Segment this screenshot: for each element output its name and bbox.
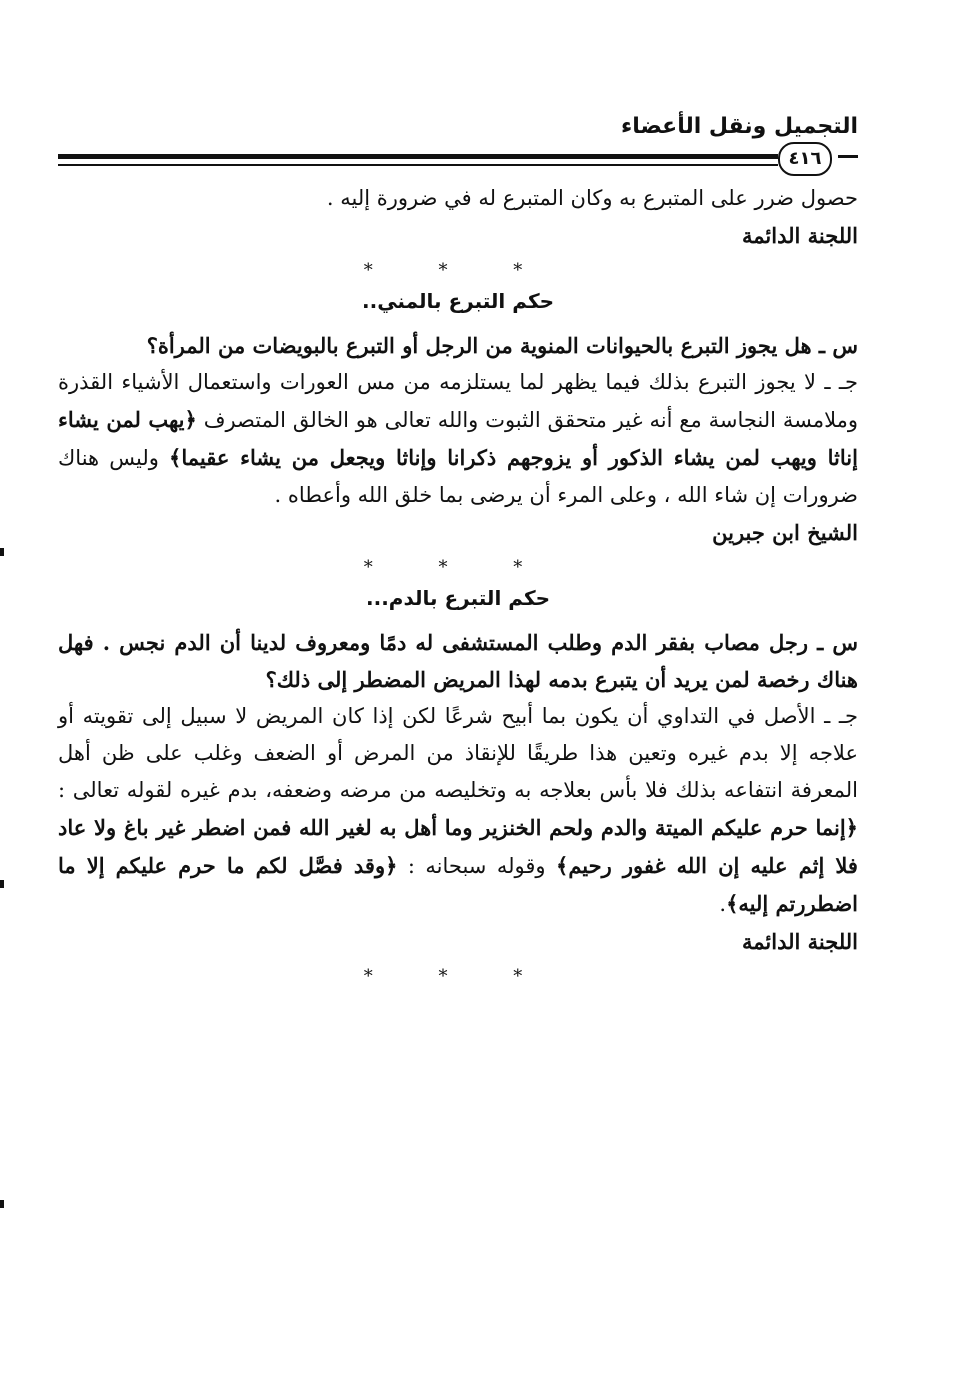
- scan-margin-mark: [0, 880, 4, 888]
- scan-margin-mark: [0, 1200, 4, 1208]
- answer-2-end: .: [719, 892, 727, 916]
- answer-2-quran-1: ﴿إنما حرم عليكم الميتة والدم ولحم الخنزير وما أهل به لغير الله فمن اضطر غير باغ ولا عاد فلا إثم عليه إن الله غفور رحيم﴾: [58, 815, 858, 878]
- section-separator-1: * * *: [363, 260, 553, 281]
- header-rule-thick: [58, 154, 778, 159]
- answer-2: [58, 698, 858, 923]
- paragraph-continuation: حصول ضرر على المتبرع به وكان المتبرع له في ضرورة إليه .: [326, 186, 858, 210]
- answer-1-text: جـ ـ لا يجوز التبرع بذلك فيما يظهر لما يستلزمه من مس العورات واستعمال الأشياء القذرة وملامسة النجاسة مع أنه غير متحقق الثبوت والله تعالى هو الخالق المتصرف: [58, 370, 858, 432]
- section-heading-semen-donation: حكم التبرع بالمني..: [362, 289, 554, 313]
- question-1: س ـ هل يجوز التبرع بالحيوانات المنوية من الرجل أو التبرع بالبويضات من المرأة؟: [146, 333, 858, 358]
- header-rule-right: [838, 155, 858, 158]
- header-rule-thin: [58, 164, 778, 166]
- answer-2-text: جـ ـ الأصل في التداوي أن يكون بما أبيح شرعًا لكن إذا كان المريض لا سبيل إلى تقويته أو علاجه إلا بدم غيره وتعين هذا طريقًا للإنقاذ من المرض أو الضعف وغلب على ظن أهل المعرفة انتفاعه بذلك فلا بأس بعلاجه به وتخليصه من مرضه وضعفه، بدم غيره لقوله تعالى :: [58, 704, 858, 802]
- question-2: س ـ رجل مصاب بفقر الدم وطلب المستشفى له دمًا ومعروف لدينا أن الدم نجس . فهل هناك رخصة لمن يريد أن يتبرع بدمه لهذا المريض المضطر إلى ذلك؟: [58, 630, 858, 692]
- answer-1-quran: ﴿يهب لمن يشاء إناثا ويهب لمن يشاء الذكور أو يزوجهم ذكرانا وإناثا ويجعل من يشاء عقيما﴾: [58, 407, 858, 470]
- signature-ibn-jibreen: الشيخ ابن جبرين: [712, 520, 858, 545]
- book-page: [58, 0, 858, 1382]
- answer-1-conclusion: وليس هناك ضرورات إن شاء الله ، وعلى المرء أن يرضى بما خلق الله وأعطاه .: [58, 446, 858, 507]
- section-separator-3: * * *: [363, 966, 553, 987]
- section-separator-2: * * *: [363, 557, 553, 578]
- signature-permanent-committee-2: اللجنة الدائمة: [742, 929, 858, 954]
- page-header: [58, 108, 858, 178]
- scan-margin-mark: [0, 548, 4, 556]
- answer-1: [58, 364, 858, 514]
- answer-2-quran-2: ﴿وقد فصَّل لكم ما حرم عليكم إلا ما اضطررتم إليه﴾: [58, 853, 858, 916]
- section-heading-blood-donation: حكم التبرع بالدم...: [366, 586, 550, 610]
- book-title: التجميل ونقل الأعضاء: [620, 114, 858, 139]
- page-content: [58, 180, 858, 995]
- page-number: ٤١٦: [778, 142, 832, 176]
- answer-2-middle: وقوله سبحانه :: [407, 854, 546, 878]
- signature-permanent-committee-1: اللجنة الدائمة: [742, 223, 858, 248]
